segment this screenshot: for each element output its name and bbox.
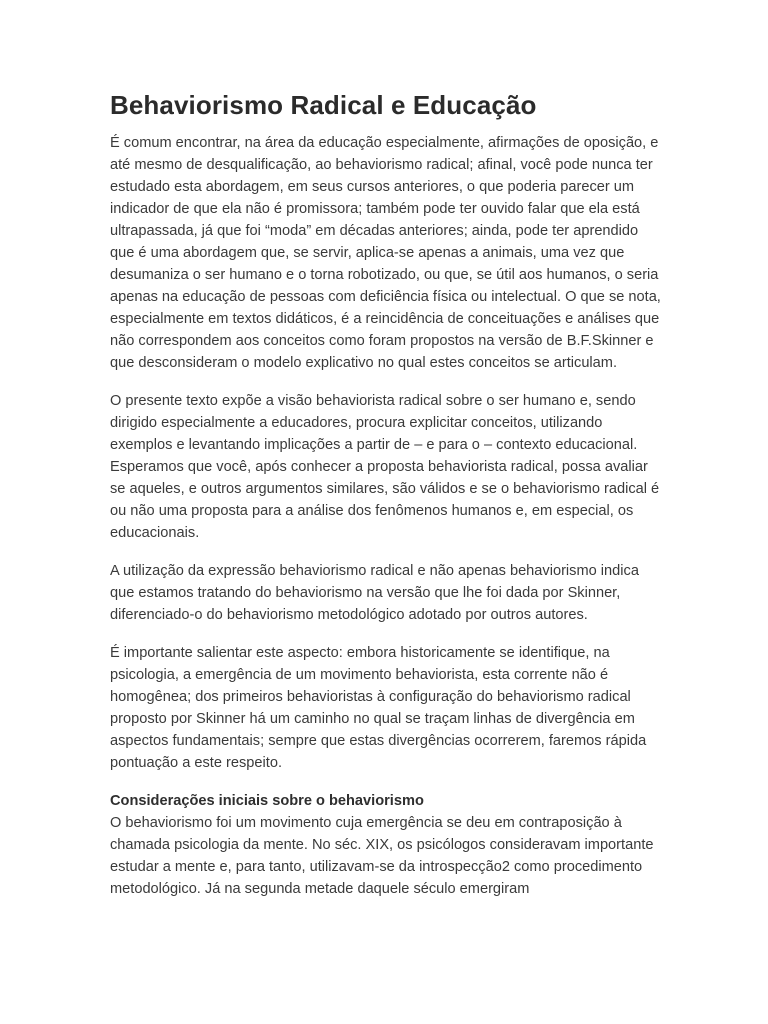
paragraph-3: A utilização da expressão behaviorismo radical e não apenas behaviorismo indica que estamos tratando do behaviorismo na versão que lhe foi dada por Skinner, diferenciado-o do behaviorismo metodológico adotado por outros autores. <box>110 563 639 623</box>
section-considerations <box>110 790 662 900</box>
paragraph-1: É comum encontrar, na área da educação especialmente, afirmações de oposição, e até mesmo de desqualificação, ao behaviorismo radical; afinal, você pode nunca ter estudado esta abordagem, em seus cursos anteriores, o que poderia parecer um indicador de que ela não é promissora; também pode ter ouvido falar que ela está ultrapassada, já que foi “moda” em décadas anteriores; ainda, pode ter aprendido que é uma abordagem que, se servir, aplica-se apenas a animais, uma vez que desumaniza o ser humano e o torna robotizado, ou que, se útil aos humanos, o seria apenas na educação de pessoas com deficiência física ou intelectual. O que se nota, especialmente em textos didáticos, é a reincidência de conceituações e análises que não correspondem aos conceitos como foram propostos na versão de B.F.Skinner e que desconsideram o modelo explicativo no qual estes conceitos se articulam. <box>110 135 661 371</box>
section-heading: Considerações iniciais sobre o behaviorismo <box>110 793 424 809</box>
paragraph-2: O presente texto expõe a visão behaviorista radical sobre o ser humano e, sendo dirigido especialmente a educadores, procura explicitar conceitos, utilizando exemplos e levantando implicações a partir de – e para o – contexto educacional. Esperamos que você, após conhecer a proposta behaviorista radical, possa avaliar se aqueles, e outros argumentos similares, são válidos e se o behaviorismo radical é ou não uma proposta para a análise dos fenômenos humanos e, em especial, os educacionais. <box>110 393 660 541</box>
page-title: Behaviorismo Radical e Educação <box>110 90 537 120</box>
document-page <box>110 88 662 900</box>
section-body: O behaviorismo foi um movimento cuja emergência se deu em contraposição à chamada psicologia da mente. No séc. XIX, os psicólogos consideravam importante estudar a mente e, para tanto, utilizavam-se da introspecção2 como procedimento metodológico. Já na segunda metade daquele século emergiram <box>110 815 654 897</box>
paragraph-4: É importante salientar este aspecto: embora historicamente se identifique, na psicologia, a emergência de um movimento behaviorista, esta corrente não é homogênea; dos primeiros behavioristas à configuração do behaviorismo radical proposto por Skinner há um caminho no qual se traçam linhas de divergência em aspectos fundamentais; sempre que estas divergências ocorrerem, faremos rápida pontuação a este respeito. <box>110 645 647 771</box>
